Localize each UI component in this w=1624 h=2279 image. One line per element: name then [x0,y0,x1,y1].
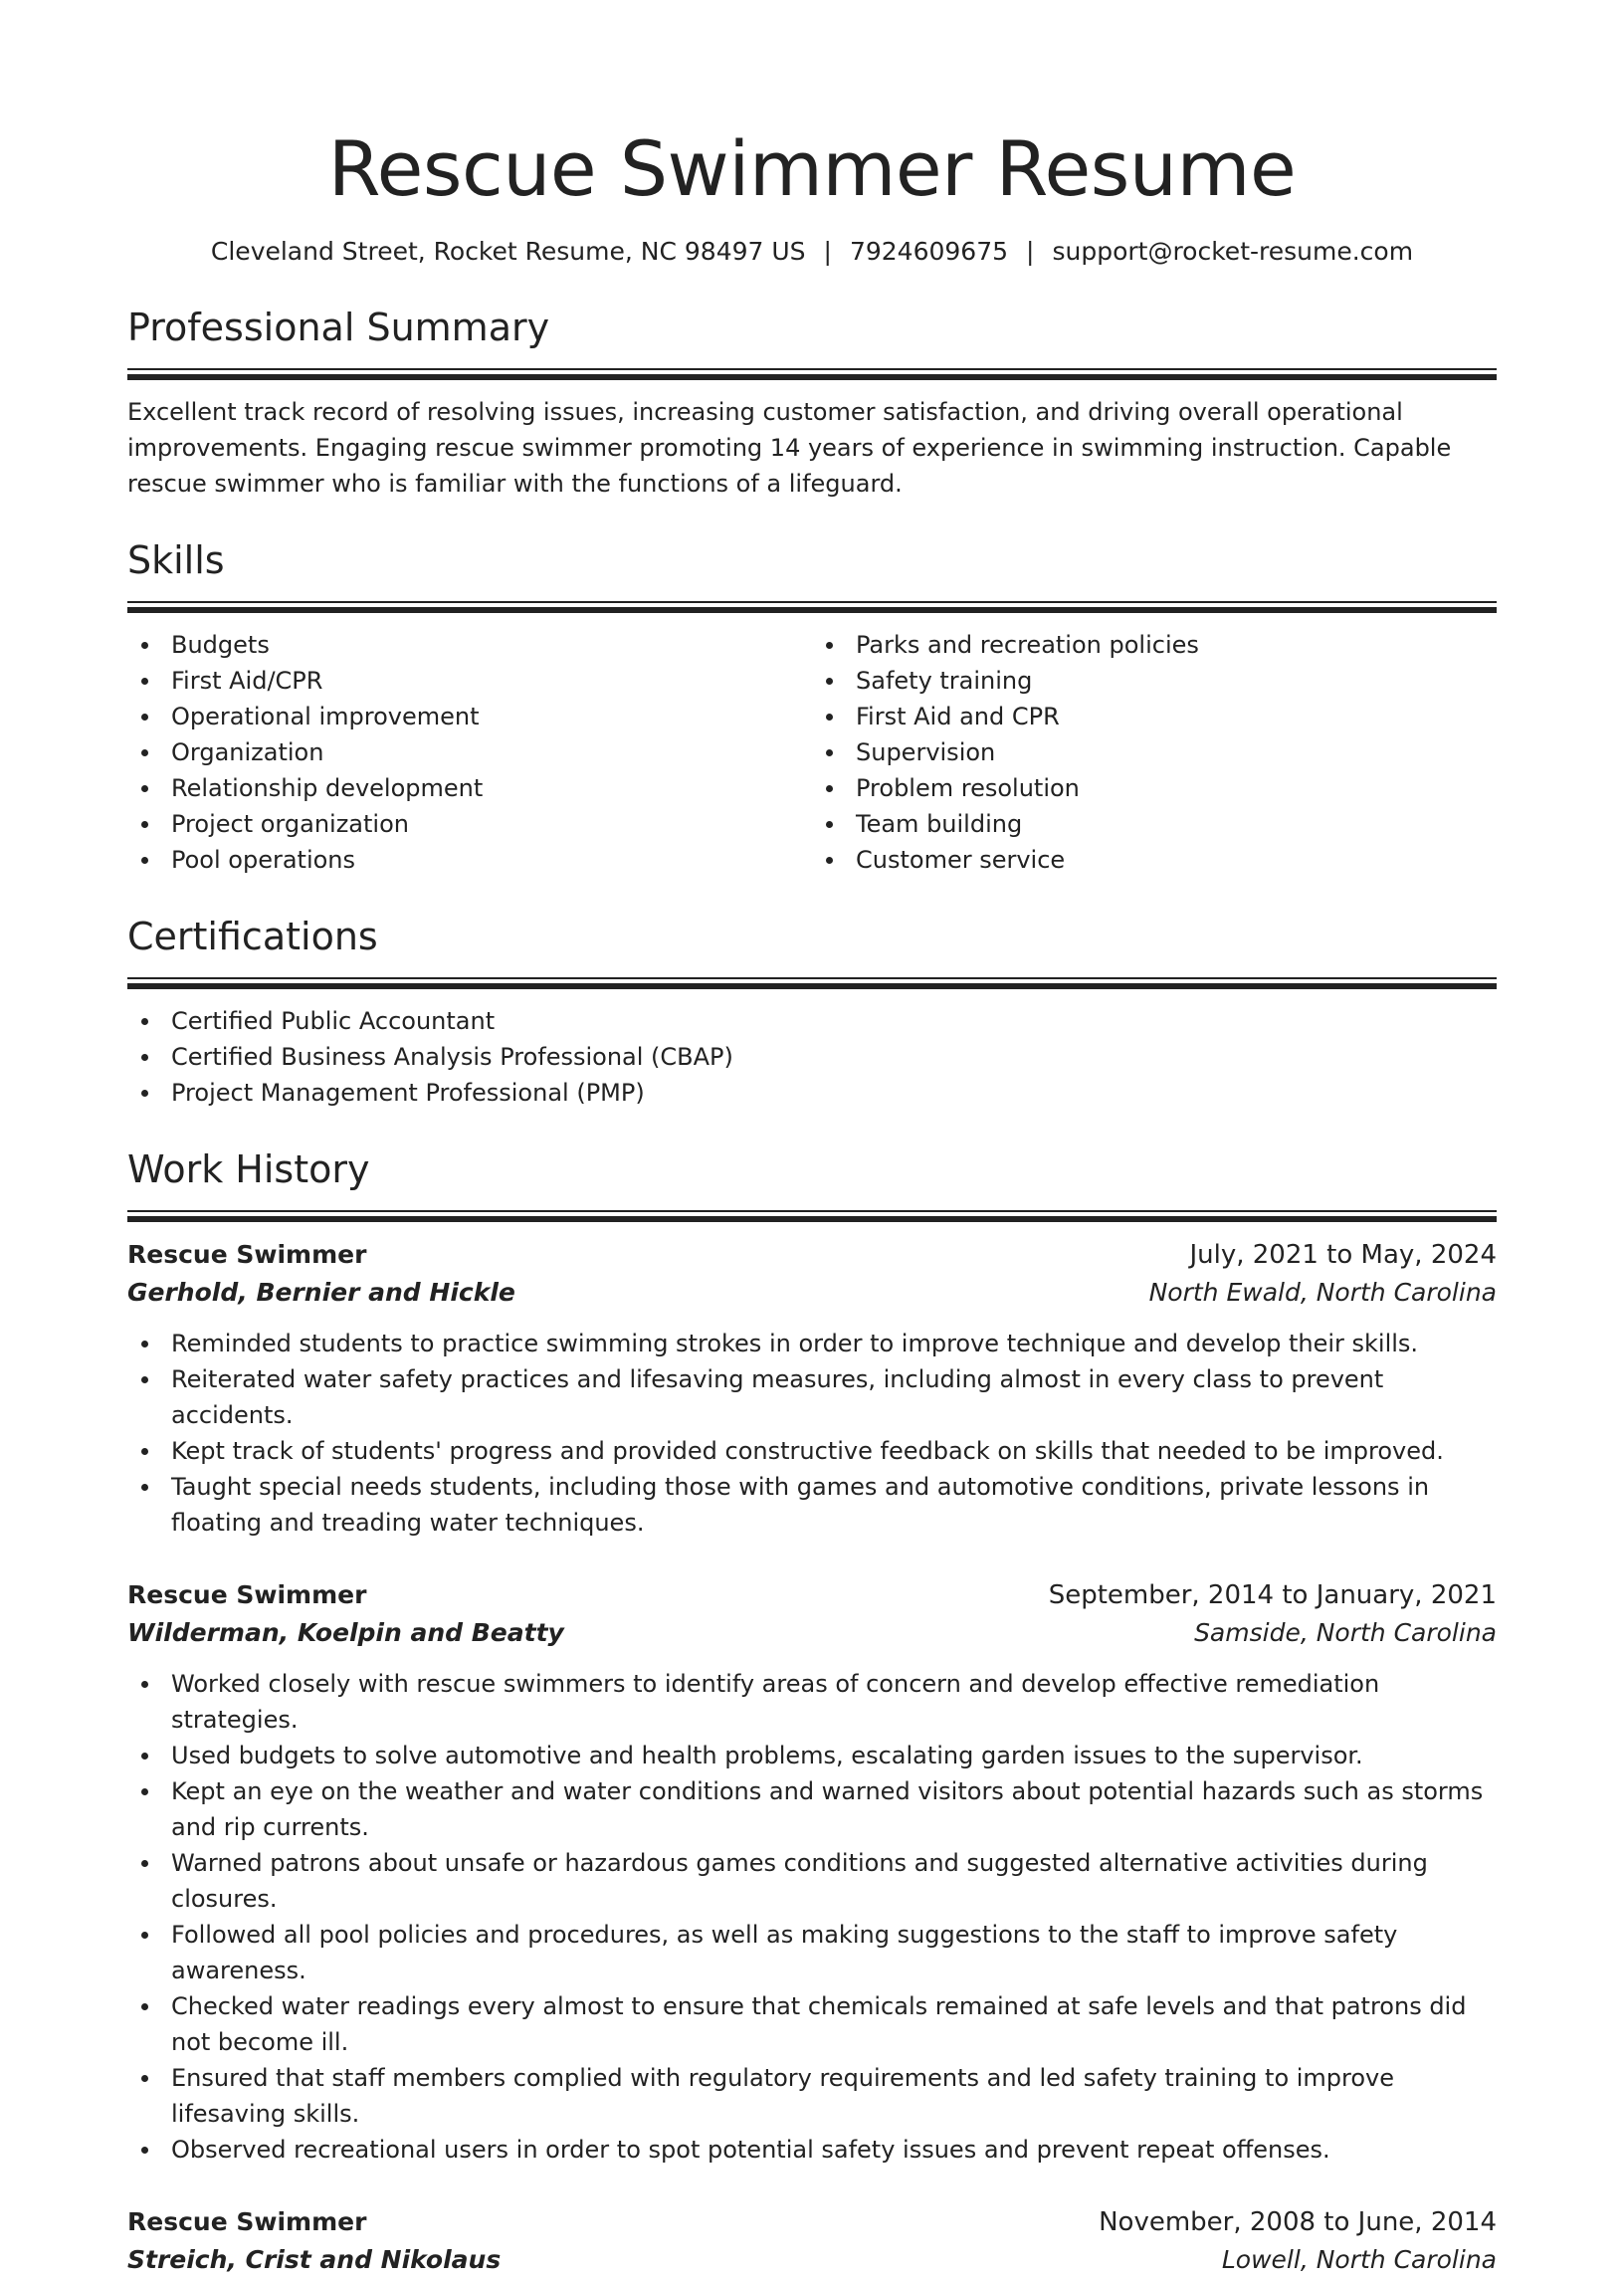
summary-text: Excellent track record of resolving issues, increasing customer satisfaction, and driving overall operational improvements. Engaging rescue swimmer promoting 14 years of experience in swimming instruction. Capable rescue swimmer who is familiar with the functions of a lifeguard. [127,398,1452,498]
skills-section [127,535,1497,878]
certifications-heading: Certifications [127,915,378,958]
skills-left-column [127,627,812,878]
job-title: Rescue Swimmer [127,1580,367,1609]
section-divider [127,977,1497,989]
job-duty-item: Checked water readings every almost to ensure that chemicals remained at safe levels and that patrons did not become ill. [127,1988,1497,2060]
job-company-row [127,1614,1497,1652]
job-dates: September, 2014 to January, 2021 [1048,1580,1497,1610]
skill-item: First Aid and CPR [812,699,1497,734]
certification-item: Project Management Professional (PMP) [127,1075,1497,1111]
job-duty-item: Reiterated water safety practices and lifesaving measures, including almost in every class to prevent accidents. [127,1361,1497,1433]
skill-item: Relationship development [127,770,812,806]
resume-content [127,111,1497,2279]
skill-item: First Aid/CPR [127,663,812,699]
job-entry [127,1236,1497,1541]
work-history-section [127,1144,1497,2279]
skill-item: Organization [127,734,812,770]
job-location: North Ewald, North Carolina [1148,1278,1497,1307]
job-title: Rescue Swimmer [127,1240,367,1269]
skill-item: Supervision [812,734,1497,770]
skill-item: Problem resolution [812,770,1497,806]
contact-line [127,235,1497,269]
job-entry [127,1576,1497,2168]
certification-item: Certified Business Analysis Professional (CBAP) [127,1039,1497,1075]
contact-email: support@rocket-resume.com [1052,237,1414,266]
skill-item: Safety training [812,663,1497,699]
work-history-heading: Work History [127,1147,370,1191]
section-divider [127,368,1497,380]
job-company-row [127,1274,1497,1312]
job-company: Wilderman, Koelpin and Beatty [127,1618,564,1647]
job-header-row [127,1576,1497,1614]
job-duty-item: Kept track of students' progress and provided constructive feedback on skills that needed to be improved. [127,1433,1497,1469]
skill-item: Project organization [127,806,812,842]
job-duty-item: Taught special needs students, including those with games and automotive conditions, private lessons in floating and treading water techniques. [127,1469,1497,1541]
resume-title: Rescue Swimmer Resume [327,124,1297,213]
job-duty-item: Reminded students to practice swimming strokes in order to improve technique and develop their skills. [127,1326,1497,1361]
skills-grid [127,627,1497,878]
job-location: Samside, North Carolina [1194,1618,1497,1647]
skill-item: Operational improvement [127,699,812,734]
summary-section [127,303,1497,502]
job-duty-item: Warned patrons about unsafe or hazardous games conditions and suggested alternative activities during closures. [127,1845,1497,1917]
skills-right-column [812,627,1497,878]
job-duty-item: Followed all pool policies and procedures, as well as making suggestions to the staff to improve safety awareness. [127,1917,1497,1988]
job-header-row [127,1236,1497,1274]
skill-item: Customer service [812,842,1497,878]
certification-item: Certified Public Accountant [127,1003,1497,1039]
section-divider [127,1210,1497,1222]
certifications-list [127,1003,1497,1111]
job-duty-item: Ensured that staff members complied with regulatory requirements and led safety training to improve lifesaving skills. [127,2060,1497,2132]
certifications-section [127,912,1497,1111]
section-divider [127,601,1497,613]
job-header-row [127,2203,1497,2241]
contact-phone: 7924609675 [849,237,1009,266]
job-dates: July, 2021 to May, 2024 [1189,1240,1497,1270]
job-duty-item: Used budgets to solve automotive and health problems, escalating garden issues to the supervisor. [127,1738,1497,1773]
contact-separator: | [1026,237,1035,266]
job-title: Rescue Swimmer [127,2207,367,2236]
contact-separator: | [823,237,832,266]
job-duties-list [127,1666,1497,2168]
skill-item: Parks and recreation policies [812,627,1497,663]
job-duties-list [127,1326,1497,1541]
job-company: Streich, Crist and Nikolaus [127,2245,502,2274]
job-company-row [127,2241,1497,2279]
job-company: Gerhold, Bernier and Hickle [127,1278,515,1307]
skill-item: Pool operations [127,842,812,878]
skill-item: Budgets [127,627,812,663]
summary-heading: Professional Summary [127,306,550,349]
skill-item: Team building [812,806,1497,842]
contact-address: Cleveland Street, Rocket Resume, NC 98497 US [210,237,806,266]
job-dates: November, 2008 to June, 2014 [1099,2207,1497,2237]
job-duty-item: Kept an eye on the weather and water conditions and warned visitors about potential hazards such as storms and rip currents. [127,1773,1497,1845]
job-entry [127,2203,1497,2279]
job-duty-item: Worked closely with rescue swimmers to identify areas of concern and develop effective remediation strategies. [127,1666,1497,1738]
job-location: Lowell, North Carolina [1221,2245,1497,2274]
job-duty-item: Observed recreational users in order to spot potential safety issues and prevent repeat offenses. [127,2132,1497,2168]
skills-heading: Skills [127,538,225,582]
